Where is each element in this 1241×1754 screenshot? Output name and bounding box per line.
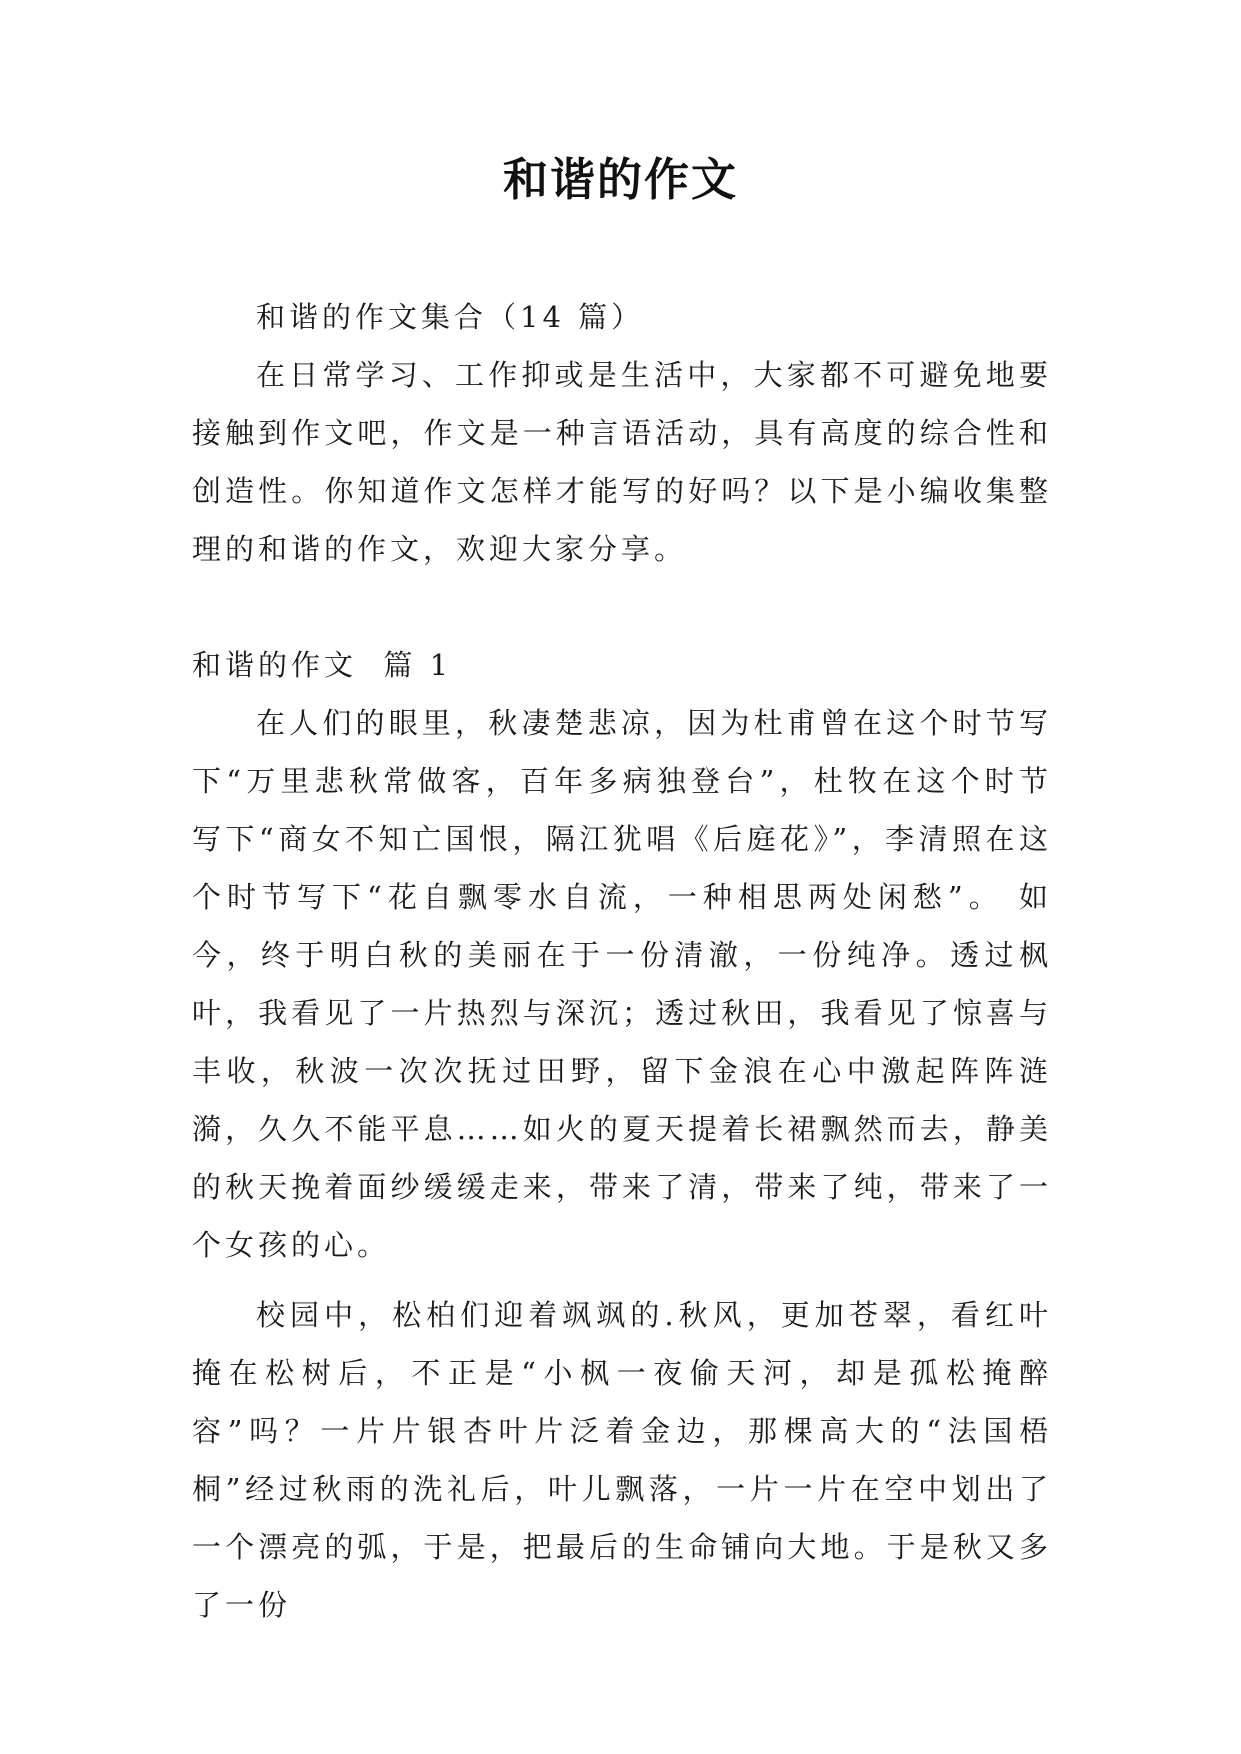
body-paragraph-2: 校园中，松柏们迎着飒飒的.秋风，更加苍翠，看红叶掩在松树后，不正是“小枫一夜偷天河，却是孤松掩醉容”吗？一片片银杏叶片泛着金边，那棵高大的“法国梧桐”经过秋雨的洗礼后，叶儿飘落，一片一片在空中划出了一个漂亮的弧，于是，把最后的生命铺向大地。于是秋又多了一份: [192, 1298, 1052, 1622]
document-body: [192, 288, 1052, 1634]
body-paragraph-1: 在人们的眼里，秋凄楚悲凉，因为杜甫曾在这个时节写下“万里悲秋常做客，百年多病独登台”，杜牧在这个时节写下“商女不知亡国恨，隔江犹唱《后庭花》”，李清照在这个时节写下“花自飘零水自流，一种相思两处闲愁”。 如今，终于明白秋的美丽在于一份清澈，一份纯净。透过枫叶，我看见了一片热烈与深沉；透过秋田，我看见了惊喜与丰收，秋波一次次抚过田野，留下金浪在心中激起阵阵涟漪，久久不能平息……如火的夏天提着长裙飘然而去，静美的秋天挽着面纱缓缓走来，带来了清，带来了纯，带来了一个女孩的心。: [192, 706, 1052, 1262]
collection-subtitle: 和谐的作文集合（14 篇）: [256, 300, 645, 334]
document-title: 和谐的作文: [502, 153, 738, 206]
section-spacer: [192, 578, 1052, 636]
section-heading: 和谐的作文 篇 1: [192, 648, 453, 682]
intro-paragraph: 在日常学习、工作抑或是生活中，大家都不可避免地要接触到作文吧，作文是一种言语活动，具有高度的综合性和创造性。你知道作文怎样才能写的好吗？以下是小编收集整理的和谐的作文，欢迎大家分享。: [192, 358, 1052, 566]
